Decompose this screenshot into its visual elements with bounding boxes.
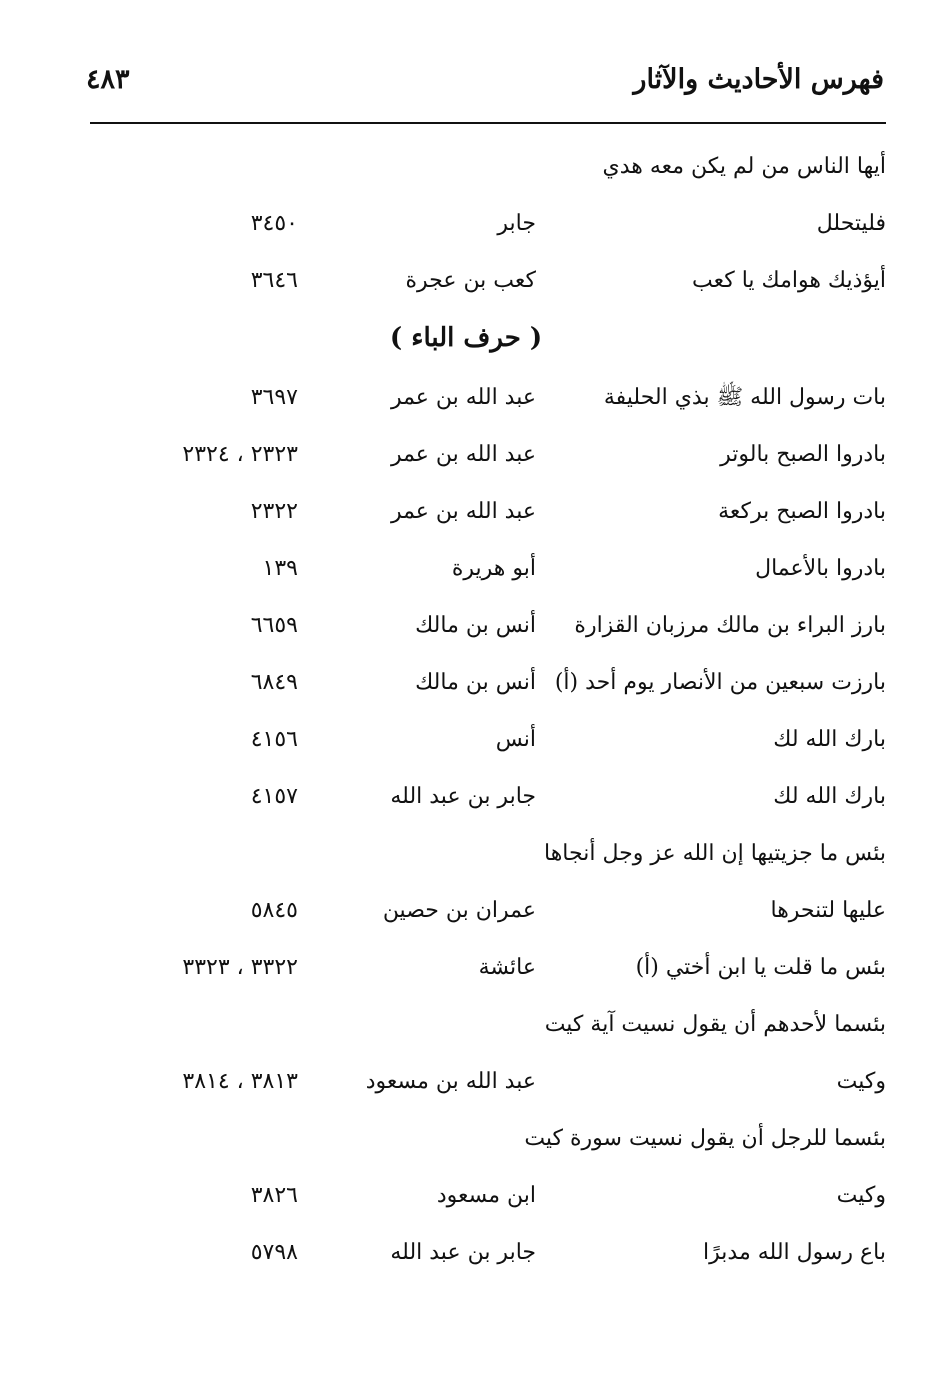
page-number: ٤٨٣: [86, 64, 130, 95]
hadith-text: وكيت: [836, 1069, 886, 1094]
hadith-text: أيؤذيك هوامك يا كعب: [692, 268, 886, 293]
list-item: [0, 371, 932, 428]
list-item: [0, 770, 932, 827]
hadith-number: ٣٨٢٦: [250, 1183, 298, 1208]
hadith-text: بادروا الصبح بالوتر: [720, 442, 886, 467]
hadith-text: باع رسول الله مدبرًا: [703, 1240, 886, 1265]
hadith-text: بئس ما قلت يا ابن أختي (أ): [635, 955, 886, 980]
hadith-text: بادروا بالأعمال: [755, 556, 886, 581]
section-heading: [0, 311, 932, 371]
list-item: [0, 599, 932, 656]
hadith-index-list: [0, 140, 932, 1283]
hadith-text: فليتحلل: [816, 211, 886, 236]
list-item: [0, 197, 932, 254]
list-item: [0, 827, 932, 884]
list-item: [0, 485, 932, 542]
narrator: ابن مسعود: [436, 1183, 536, 1208]
list-item: [0, 1055, 932, 1112]
narrator: أنس: [495, 727, 536, 752]
page-header-title: فهرس الأحاديث والآثار: [633, 64, 884, 95]
narrator: عبد الله بن مسعود: [365, 1069, 536, 1094]
list-item: [0, 140, 932, 197]
hadith-number: ٤١٥٦: [250, 727, 298, 752]
hadith-number: ٥٨٤٥: [250, 898, 298, 923]
narrator: جابر بن عبد الله: [390, 784, 536, 809]
list-item: [0, 713, 932, 770]
list-item: [0, 884, 932, 941]
hadith-number: ٦٦٥٩: [250, 613, 298, 638]
list-item: [0, 941, 932, 998]
list-item: [0, 656, 932, 713]
hadith-text: بارك الله لك: [773, 784, 886, 809]
hadith-text: بادروا الصبح بركعة: [718, 499, 886, 524]
narrator: عمران بن حصين: [382, 898, 536, 923]
hadith-number: ٢٣٢٣ ، ٢٣٢٤: [182, 442, 298, 467]
narrator: أنس بن مالك: [415, 613, 536, 638]
hadith-number: ٣٦٩٧: [250, 385, 298, 410]
list-item: [0, 254, 932, 311]
hadith-number: ٣٣٢٢ ، ٣٣٢٣: [182, 955, 298, 980]
hadith-number: ١٣٩: [262, 556, 298, 581]
narrator: كعب بن عجرة: [405, 268, 536, 293]
list-item: [0, 998, 932, 1055]
hadith-number: ٣٤٥٠: [250, 211, 298, 236]
hadith-text: أيها الناس من لم يكن معه هدي: [602, 154, 886, 179]
hadith-text: عليها لتنحرها: [770, 898, 886, 923]
hadith-text: بارزت سبعين من الأنصار يوم أحد (أ): [554, 670, 886, 695]
list-item: [0, 428, 932, 485]
list-item: [0, 1169, 932, 1226]
narrator: عائشة: [478, 955, 536, 980]
hadith-number: ٣٨١٣ ، ٣٨١٤: [182, 1069, 298, 1094]
hadith-text: بئسما لأحدهم أن يقول نسيت آية كيت: [544, 1012, 886, 1037]
narrator: أبو هريرة: [451, 556, 536, 581]
hadith-text: بئس ما جزيتيها إن الله عز وجل أنجاها: [544, 841, 886, 866]
list-item: [0, 1112, 932, 1169]
narrator: جابر بن عبد الله: [390, 1240, 536, 1265]
hadith-number: ٥٧٩٨: [250, 1240, 298, 1265]
narrator: عبد الله بن عمر: [390, 442, 536, 467]
narrator: أنس بن مالك: [415, 670, 536, 695]
hadith-text: وكيت: [836, 1183, 886, 1208]
narrator: جابر: [497, 211, 536, 236]
hadith-number: ٣٦٤٦: [250, 268, 298, 293]
hadith-text: بارز البراء بن مالك مرزبان القزارة: [574, 613, 886, 638]
hadith-number: ٦٨٤٩: [250, 670, 298, 695]
list-item: [0, 542, 932, 599]
hadith-text: بئسما للرجل أن يقول نسيت سورة كيت: [524, 1126, 886, 1151]
hadith-number: ٤١٥٧: [250, 784, 298, 809]
hadith-text: بارك الله لك: [773, 727, 886, 752]
section-heading-text: ( حرف الباء ): [389, 323, 543, 353]
narrator: عبد الله بن عمر: [390, 385, 536, 410]
narrator: عبد الله بن عمر: [390, 499, 536, 524]
header-divider: [90, 122, 886, 124]
hadith-number: ٢٣٢٢: [250, 499, 298, 524]
list-item: [0, 1226, 932, 1283]
hadith-text: بات رسول الله ﷺ بذي الحليفة: [603, 385, 886, 410]
